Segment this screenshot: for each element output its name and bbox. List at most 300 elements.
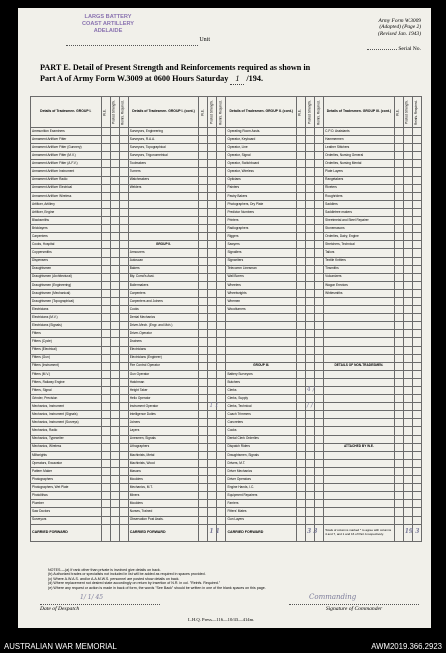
count-cell[interactable] — [296, 136, 305, 144]
count-cell[interactable] — [208, 281, 217, 289]
count-cell[interactable] — [199, 184, 208, 192]
count-cell[interactable] — [394, 225, 403, 233]
count-cell[interactable] — [315, 427, 324, 435]
count-cell[interactable] — [296, 289, 305, 297]
count-cell[interactable] — [110, 370, 119, 378]
count-cell[interactable] — [412, 403, 421, 411]
count-cell[interactable] — [199, 411, 208, 419]
count-cell[interactable] — [217, 492, 226, 500]
count-cell[interactable] — [306, 265, 315, 273]
count-cell[interactable] — [208, 241, 217, 249]
count-cell[interactable] — [403, 152, 412, 160]
count-cell[interactable] — [119, 289, 128, 297]
count-cell[interactable] — [101, 346, 110, 354]
count-cell[interactable] — [208, 233, 217, 241]
count-cell[interactable] — [296, 176, 305, 184]
count-cell[interactable] — [217, 306, 226, 314]
count-cell[interactable] — [110, 160, 119, 168]
count-cell[interactable] — [110, 459, 119, 467]
count-cell[interactable] — [208, 354, 217, 362]
count-cell[interactable] — [403, 338, 412, 346]
count-cell[interactable] — [315, 160, 324, 168]
count-cell[interactable] — [403, 297, 412, 305]
count-cell[interactable] — [403, 387, 412, 395]
count-cell[interactable] — [394, 451, 403, 459]
count-cell[interactable] — [394, 217, 403, 225]
count-cell[interactable] — [403, 136, 412, 144]
count-cell[interactable] — [119, 484, 128, 492]
count-cell[interactable] — [110, 427, 119, 435]
count-cell[interactable] — [101, 249, 110, 257]
count-cell[interactable] — [306, 289, 315, 297]
count-cell[interactable] — [101, 160, 110, 168]
count-cell[interactable] — [110, 403, 119, 411]
count-cell[interactable] — [296, 459, 305, 467]
count-cell[interactable] — [306, 241, 315, 249]
count-cell[interactable] — [101, 378, 110, 386]
count-cell[interactable] — [403, 467, 412, 475]
count-cell[interactable] — [296, 338, 305, 346]
count-cell[interactable] — [403, 516, 412, 524]
count-cell[interactable] — [101, 225, 110, 233]
count-cell[interactable] — [306, 160, 315, 168]
count-cell[interactable] — [315, 128, 324, 136]
count-cell[interactable] — [110, 241, 119, 249]
count-cell[interactable] — [119, 395, 128, 403]
count-cell[interactable] — [217, 281, 226, 289]
count-cell[interactable] — [403, 160, 412, 168]
count-cell[interactable] — [199, 492, 208, 500]
count-cell[interactable] — [217, 144, 226, 152]
count-cell[interactable] — [394, 492, 403, 500]
count-cell[interactable] — [306, 427, 315, 435]
count-cell[interactable] — [394, 435, 403, 443]
count-cell[interactable] — [412, 257, 421, 265]
count-cell[interactable] — [119, 492, 128, 500]
count-cell[interactable] — [412, 273, 421, 281]
count-cell[interactable] — [296, 370, 305, 378]
count-cell[interactable] — [217, 297, 226, 305]
count-cell[interactable] — [119, 443, 128, 451]
count-cell[interactable] — [199, 297, 208, 305]
count-cell[interactable] — [199, 160, 208, 168]
count-cell[interactable] — [403, 435, 412, 443]
count-cell[interactable] — [119, 225, 128, 233]
count-cell[interactable] — [296, 387, 305, 395]
count-cell[interactable] — [403, 322, 412, 330]
count-cell[interactable] — [394, 281, 403, 289]
count-cell[interactable] — [119, 387, 128, 395]
count-cell[interactable] — [199, 233, 208, 241]
count-cell[interactable] — [403, 208, 412, 216]
count-cell[interactable] — [412, 144, 421, 152]
count-cell[interactable] — [119, 160, 128, 168]
count-cell[interactable] — [403, 314, 412, 322]
count-cell[interactable] — [412, 160, 421, 168]
count-cell[interactable] — [306, 233, 315, 241]
count-cell[interactable] — [403, 395, 412, 403]
count-cell[interactable] — [208, 144, 217, 152]
carried-forward-count[interactable] — [403, 524, 420, 541]
count-cell[interactable] — [208, 176, 217, 184]
count-cell[interactable] — [394, 322, 403, 330]
count-cell[interactable] — [412, 395, 421, 403]
count-cell[interactable] — [306, 281, 315, 289]
count-cell[interactable] — [110, 322, 119, 330]
count-cell[interactable] — [119, 378, 128, 386]
count-cell[interactable] — [199, 322, 208, 330]
count-cell[interactable] — [315, 467, 324, 475]
count-cell[interactable] — [199, 484, 208, 492]
count-cell[interactable] — [119, 217, 128, 225]
count-cell[interactable] — [315, 168, 324, 176]
count-cell[interactable] — [101, 192, 110, 200]
carried-forward-count[interactable] — [101, 524, 110, 541]
count-cell[interactable] — [119, 152, 128, 160]
count-cell[interactable] — [217, 427, 226, 435]
count-cell[interactable] — [208, 297, 217, 305]
count-cell[interactable] — [217, 314, 226, 322]
count-cell[interactable] — [110, 144, 119, 152]
count-cell[interactable] — [306, 508, 315, 516]
count-cell[interactable] — [403, 273, 412, 281]
count-cell[interactable] — [217, 516, 226, 524]
count-cell[interactable] — [394, 395, 403, 403]
count-cell[interactable] — [101, 233, 110, 241]
count-cell[interactable] — [199, 273, 208, 281]
count-cell[interactable] — [296, 152, 305, 160]
count-cell[interactable] — [208, 152, 217, 160]
count-cell[interactable] — [119, 168, 128, 176]
count-cell[interactable] — [101, 297, 110, 305]
count-cell[interactable] — [208, 500, 217, 508]
count-cell[interactable] — [296, 265, 305, 273]
count-cell[interactable] — [110, 451, 119, 459]
count-cell[interactable] — [306, 192, 315, 200]
count-cell[interactable] — [110, 168, 119, 176]
count-cell[interactable] — [315, 338, 324, 346]
count-cell[interactable] — [394, 484, 403, 492]
carried-forward-count[interactable] — [394, 524, 403, 541]
count-cell[interactable] — [296, 233, 305, 241]
count-cell[interactable] — [110, 346, 119, 354]
carried-forward-count[interactable] — [199, 524, 208, 541]
count-cell[interactable] — [199, 435, 208, 443]
count-cell[interactable] — [217, 184, 226, 192]
count-cell[interactable] — [199, 362, 208, 370]
count-cell[interactable] — [217, 459, 226, 467]
count-cell[interactable] — [296, 330, 305, 338]
count-cell[interactable] — [217, 451, 226, 459]
count-cell[interactable] — [199, 176, 208, 184]
count-cell[interactable] — [217, 233, 226, 241]
count-cell[interactable] — [403, 184, 412, 192]
count-cell[interactable] — [403, 257, 412, 265]
count-cell[interactable] — [315, 192, 324, 200]
count-cell[interactable] — [119, 208, 128, 216]
count-cell[interactable] — [403, 128, 412, 136]
count-cell[interactable] — [403, 419, 412, 427]
count-cell[interactable] — [208, 492, 217, 500]
count-cell[interactable] — [217, 411, 226, 419]
count-cell[interactable] — [394, 314, 403, 322]
count-cell[interactable] — [306, 467, 315, 475]
count-cell[interactable] — [110, 184, 119, 192]
count-cell[interactable] — [199, 144, 208, 152]
count-cell[interactable] — [101, 435, 110, 443]
count-cell[interactable] — [315, 508, 324, 516]
count-cell[interactable] — [101, 184, 110, 192]
count-cell[interactable] — [306, 500, 315, 508]
count-cell[interactable] — [208, 387, 217, 395]
count-cell[interactable] — [199, 136, 208, 144]
count-cell[interactable] — [412, 508, 421, 516]
count-cell[interactable] — [306, 257, 315, 265]
count-cell[interactable] — [101, 330, 110, 338]
count-cell[interactable] — [403, 217, 412, 225]
count-cell[interactable] — [394, 443, 403, 451]
count-cell[interactable] — [403, 249, 412, 257]
count-cell[interactable] — [296, 297, 305, 305]
count-cell[interactable] — [412, 281, 421, 289]
count-cell[interactable] — [217, 476, 226, 484]
count-cell[interactable] — [101, 476, 110, 484]
count-cell[interactable] — [412, 136, 421, 144]
count-cell[interactable] — [394, 273, 403, 281]
count-cell[interactable] — [217, 200, 226, 208]
count-cell[interactable] — [208, 451, 217, 459]
count-cell[interactable] — [296, 225, 305, 233]
count-cell[interactable] — [208, 378, 217, 386]
count-cell[interactable] — [403, 427, 412, 435]
count-cell[interactable] — [119, 200, 128, 208]
count-cell[interactable] — [394, 516, 403, 524]
count-cell[interactable] — [315, 297, 324, 305]
count-cell[interactable] — [394, 508, 403, 516]
count-cell[interactable] — [208, 160, 217, 168]
count-cell[interactable] — [199, 289, 208, 297]
count-cell[interactable] — [208, 467, 217, 475]
count-cell[interactable] — [217, 176, 226, 184]
count-cell[interactable] — [412, 208, 421, 216]
count-cell[interactable] — [315, 451, 324, 459]
count-cell[interactable] — [394, 387, 403, 395]
count-cell[interactable] — [217, 500, 226, 508]
count-cell[interactable] — [412, 249, 421, 257]
count-cell[interactable] — [403, 484, 412, 492]
count-cell[interactable] — [306, 176, 315, 184]
count-cell[interactable] — [208, 435, 217, 443]
count-cell[interactable] — [199, 306, 208, 314]
count-cell[interactable] — [199, 225, 208, 233]
count-cell[interactable] — [208, 459, 217, 467]
count-cell[interactable] — [110, 257, 119, 265]
count-cell[interactable] — [306, 484, 315, 492]
count-cell[interactable] — [412, 346, 421, 354]
count-cell[interactable] — [119, 459, 128, 467]
count-cell[interactable] — [217, 168, 226, 176]
count-cell[interactable] — [119, 338, 128, 346]
count-cell[interactable] — [217, 419, 226, 427]
count-cell[interactable] — [208, 443, 217, 451]
count-cell[interactable] — [412, 378, 421, 386]
count-cell[interactable] — [394, 160, 403, 168]
count-cell[interactable] — [412, 192, 421, 200]
count-cell[interactable] — [403, 281, 412, 289]
count-cell[interactable] — [403, 354, 412, 362]
count-cell[interactable] — [394, 168, 403, 176]
count-cell[interactable] — [110, 200, 119, 208]
count-cell[interactable] — [296, 249, 305, 257]
count-cell[interactable] — [403, 403, 412, 411]
count-cell[interactable] — [101, 395, 110, 403]
count-cell[interactable] — [394, 459, 403, 467]
count-cell[interactable] — [199, 508, 208, 516]
count-cell[interactable] — [412, 330, 421, 338]
count-cell[interactable] — [296, 395, 305, 403]
count-cell[interactable] — [101, 500, 110, 508]
count-cell[interactable] — [306, 225, 315, 233]
count-cell[interactable] — [394, 306, 403, 314]
count-cell[interactable] — [208, 192, 217, 200]
carried-forward-count[interactable] — [110, 524, 119, 541]
count-cell[interactable] — [306, 322, 315, 330]
count-cell[interactable] — [315, 330, 324, 338]
count-cell[interactable] — [403, 233, 412, 241]
count-cell[interactable] — [199, 427, 208, 435]
count-cell[interactable] — [110, 476, 119, 484]
count-cell[interactable] — [110, 297, 119, 305]
count-cell[interactable] — [315, 200, 324, 208]
count-cell[interactable] — [110, 249, 119, 257]
count-cell[interactable] — [412, 467, 421, 475]
count-cell[interactable] — [110, 192, 119, 200]
count-cell[interactable] — [315, 273, 324, 281]
count-cell[interactable] — [296, 160, 305, 168]
count-cell[interactable] — [110, 354, 119, 362]
count-cell[interactable] — [403, 370, 412, 378]
count-cell[interactable] — [208, 476, 217, 484]
count-cell[interactable] — [296, 403, 305, 411]
count-cell[interactable] — [208, 257, 217, 265]
count-cell[interactable] — [119, 508, 128, 516]
count-cell[interactable] — [208, 330, 217, 338]
count-cell[interactable] — [101, 176, 110, 184]
count-cell[interactable] — [394, 176, 403, 184]
count-cell[interactable] — [412, 484, 421, 492]
count-cell[interactable] — [315, 378, 324, 386]
count-cell[interactable] — [119, 411, 128, 419]
count-cell[interactable] — [110, 281, 119, 289]
count-cell[interactable] — [199, 200, 208, 208]
count-cell[interactable] — [101, 152, 110, 160]
count-cell[interactable] — [119, 128, 128, 136]
count-cell[interactable] — [119, 281, 128, 289]
count-cell[interactable] — [306, 435, 315, 443]
carried-forward-count[interactable] — [296, 524, 305, 541]
count-cell[interactable] — [403, 289, 412, 297]
count-cell[interactable] — [119, 314, 128, 322]
count-cell[interactable] — [394, 257, 403, 265]
count-cell[interactable] — [315, 265, 324, 273]
count-cell[interactable] — [296, 419, 305, 427]
count-cell[interactable] — [110, 265, 119, 273]
count-cell[interactable] — [101, 362, 110, 370]
count-cell[interactable] — [119, 257, 128, 265]
count-cell[interactable] — [119, 346, 128, 354]
count-cell[interactable] — [208, 128, 217, 136]
count-cell[interactable] — [208, 249, 217, 257]
count-cell[interactable] — [296, 144, 305, 152]
count-cell[interactable] — [101, 338, 110, 346]
count-cell[interactable] — [119, 233, 128, 241]
carried-forward-count[interactable] — [306, 524, 318, 541]
count-cell[interactable] — [306, 128, 315, 136]
count-cell[interactable] — [315, 306, 324, 314]
count-cell[interactable] — [315, 322, 324, 330]
count-cell[interactable] — [199, 249, 208, 257]
count-cell[interactable] — [199, 378, 208, 386]
count-cell[interactable] — [296, 273, 305, 281]
count-cell[interactable] — [403, 176, 412, 184]
count-cell[interactable] — [412, 168, 421, 176]
count-cell[interactable] — [217, 241, 226, 249]
count-cell[interactable] — [315, 281, 324, 289]
count-cell[interactable] — [296, 257, 305, 265]
count-cell[interactable] — [119, 427, 128, 435]
count-cell[interactable] — [110, 136, 119, 144]
count-cell[interactable] — [306, 451, 315, 459]
count-cell[interactable] — [412, 225, 421, 233]
count-cell[interactable] — [296, 492, 305, 500]
count-cell[interactable] — [199, 354, 208, 362]
count-cell[interactable] — [315, 516, 324, 524]
count-cell[interactable] — [315, 136, 324, 144]
carried-forward-count[interactable] — [208, 524, 220, 541]
count-cell[interactable] — [110, 411, 119, 419]
count-cell[interactable] — [296, 217, 305, 225]
count-cell[interactable] — [315, 249, 324, 257]
count-cell[interactable] — [199, 314, 208, 322]
count-cell[interactable] — [394, 500, 403, 508]
count-cell[interactable] — [119, 403, 128, 411]
count-cell[interactable] — [315, 500, 324, 508]
count-cell[interactable] — [306, 411, 315, 419]
count-cell[interactable] — [412, 241, 421, 249]
count-cell[interactable] — [403, 144, 412, 152]
count-cell[interactable] — [403, 241, 412, 249]
count-cell[interactable] — [296, 241, 305, 249]
count-cell[interactable] — [110, 467, 119, 475]
count-cell[interactable] — [412, 387, 421, 395]
count-cell[interactable] — [306, 354, 315, 362]
count-cell[interactable] — [217, 370, 226, 378]
count-cell[interactable] — [101, 508, 110, 516]
count-cell[interactable] — [217, 208, 226, 216]
count-cell[interactable] — [199, 403, 208, 411]
count-cell[interactable] — [199, 476, 208, 484]
count-cell[interactable] — [403, 500, 412, 508]
count-cell[interactable] — [208, 168, 217, 176]
count-cell[interactable] — [394, 152, 403, 160]
count-cell[interactable] — [296, 168, 305, 176]
count-cell[interactable] — [101, 387, 110, 395]
count-cell[interactable] — [217, 249, 226, 257]
count-cell[interactable] — [110, 128, 119, 136]
count-cell[interactable] — [315, 459, 324, 467]
count-cell[interactable] — [110, 225, 119, 233]
count-cell[interactable] — [119, 273, 128, 281]
